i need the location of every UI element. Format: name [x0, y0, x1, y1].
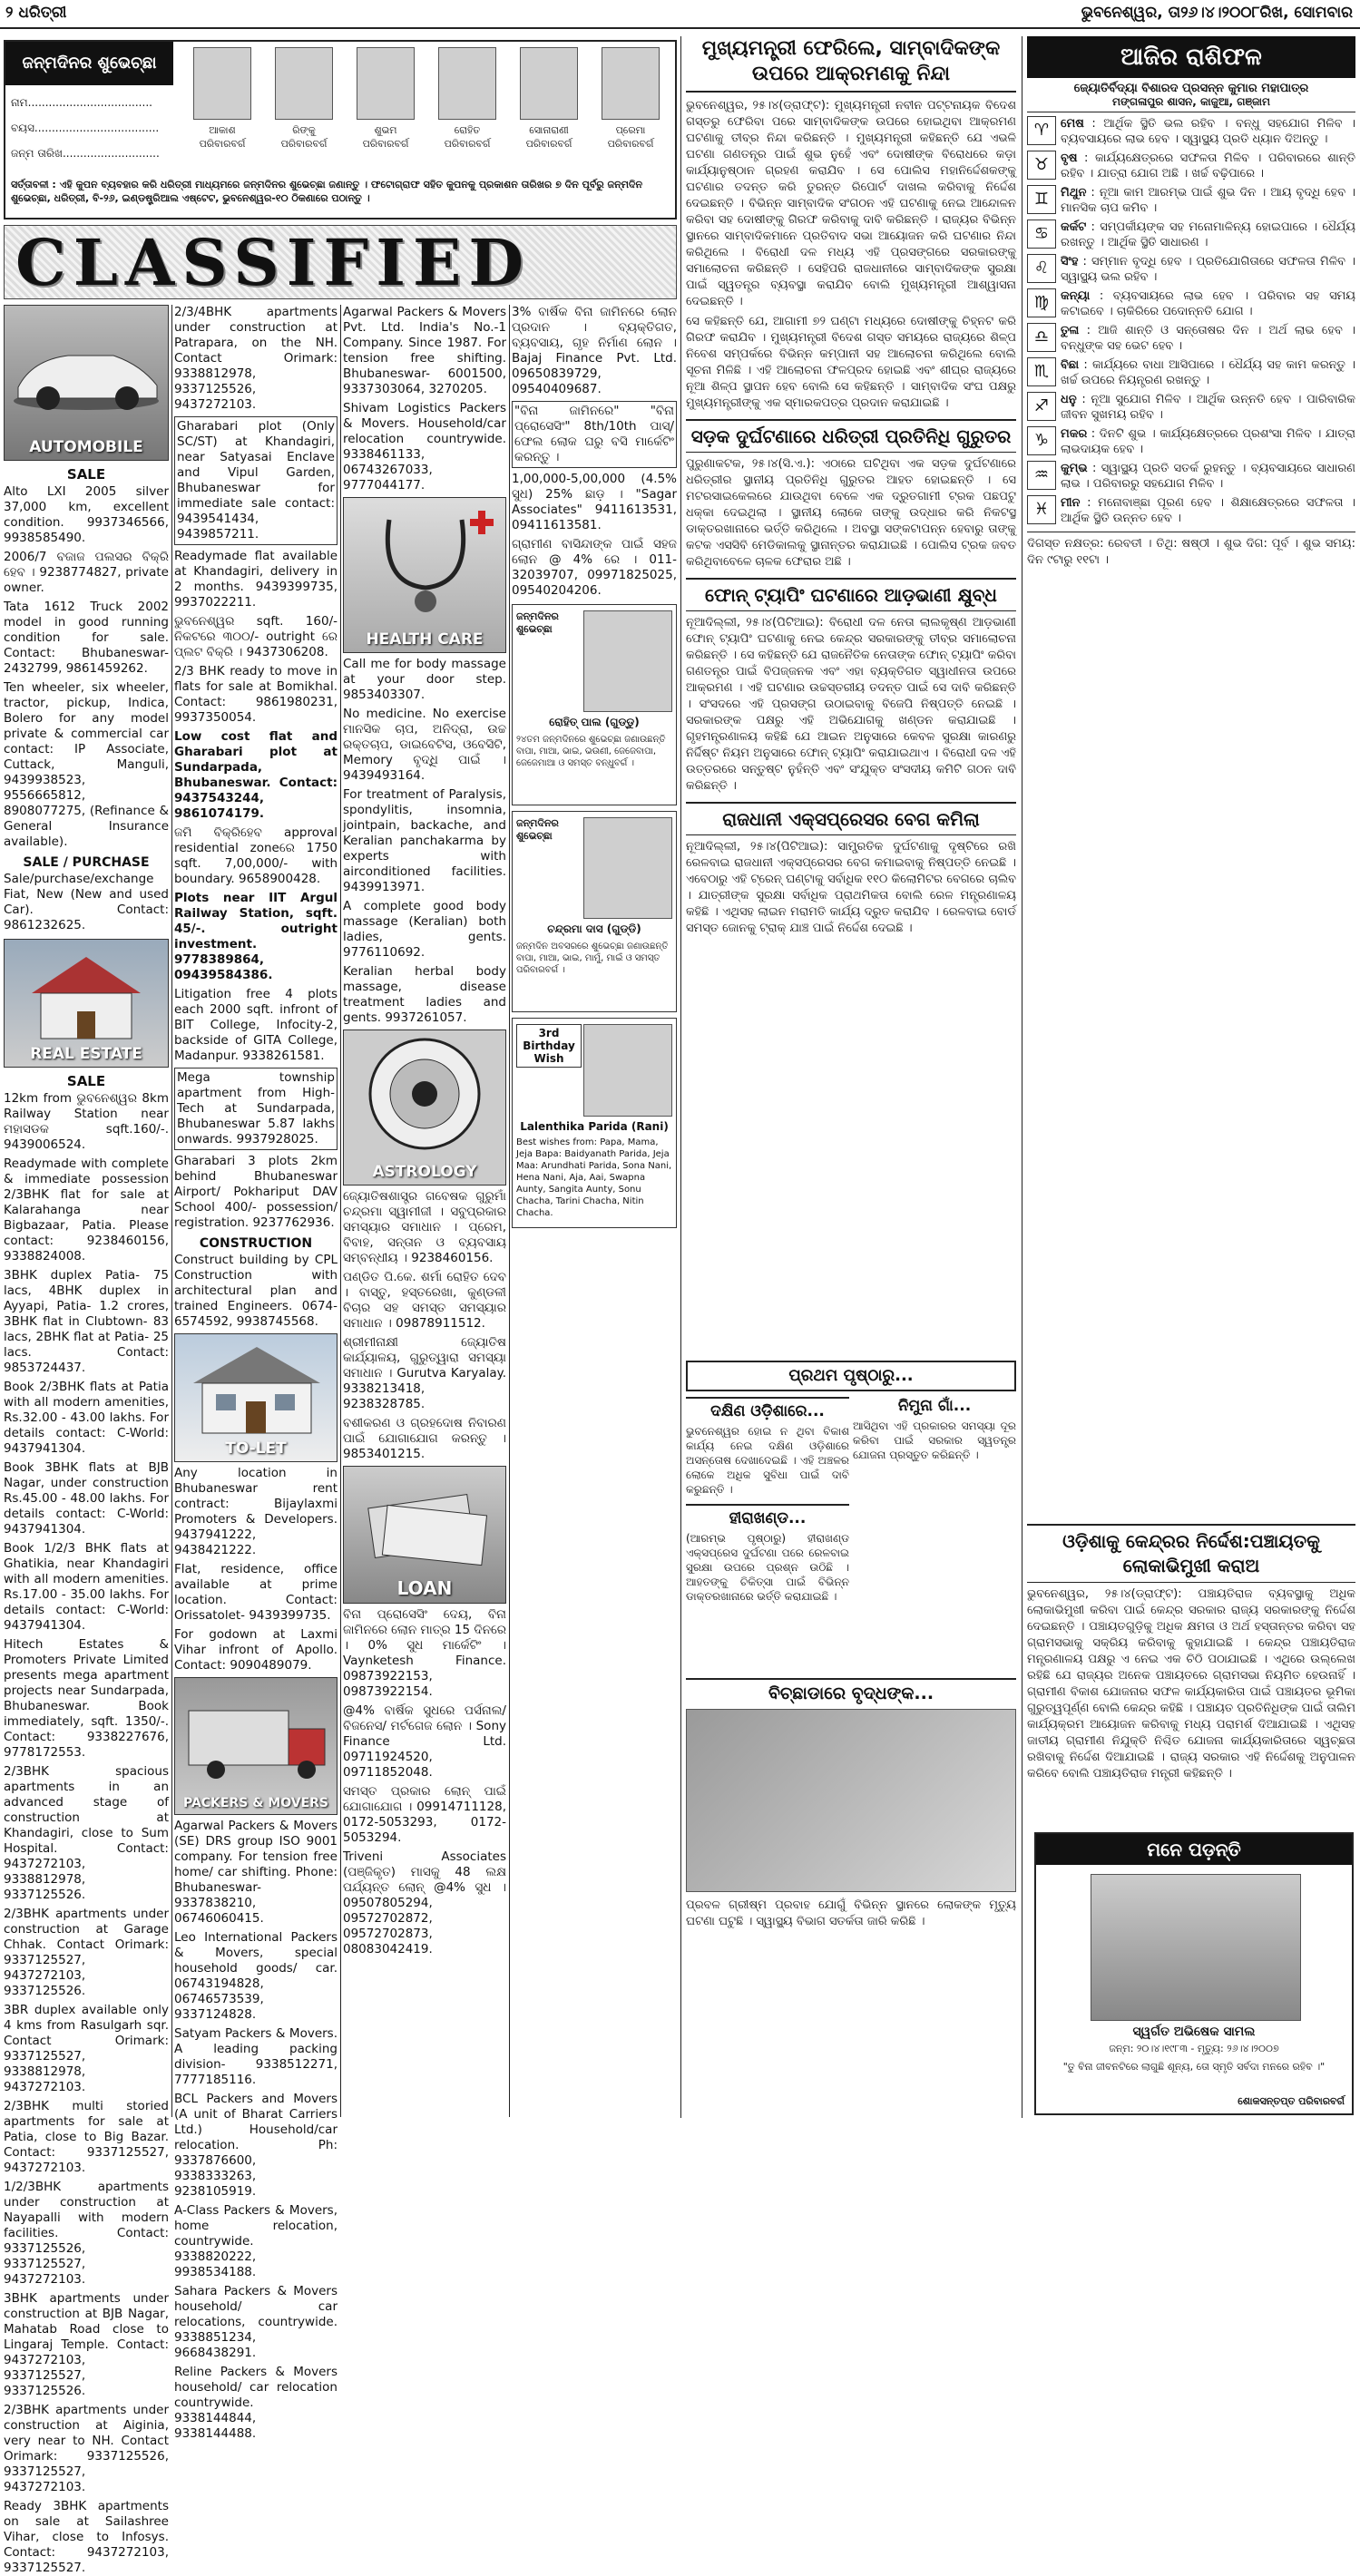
birthday-coupon — [4, 40, 677, 220]
classified-col-2 — [174, 305, 338, 2441]
ad-item: Flat, residence, office available at prime location. Contact: Orissatolet- 9439399735. — [174, 1562, 338, 1623]
news-headline-advani: ଫୋନ୍ ଟ୍ୟାପିଂ ଘଟଣାରେ ଆଡ଼ଭାଣୀ କ୍ଷୁବ୍ଧ — [686, 578, 1016, 611]
loan-label: LOAN — [396, 1577, 453, 1599]
healthcare-label: HEALTH CARE — [366, 630, 484, 649]
news-body-heat: ପ୍ରବଳ ଗ୍ରୀଷ୍ମ ପ୍ରବାହ ଯୋଗୁଁ ବିଭିନ୍ନ ସ୍ଥାନରେ ଲୋକଙ୍କ ମୃତ୍ୟୁ ଘଟଣା ଘଟୁଛି । ସ୍ୱାସ୍ଥ୍ୟ ବିଭାଗ ସତର୍କତା ଜାରି କରିଛି । — [686, 1898, 1016, 1928]
news-south-odisha — [686, 1397, 849, 1669]
bday-photo — [583, 817, 672, 919]
rashifala-address: ମଙ୍ଗଳାପୁର ଶାସନ, କାଜୁଆ, ଗଞ୍ଜାମ — [1027, 95, 1355, 112]
rashifala-byline: ଜ୍ୟୋତିର୍ବିଦ୍ୟା ବିଶାରଦ ପ୍ରସନ୍ନ କୁମାର ମହାପାତ୍ର — [1073, 82, 1309, 95]
front-page-strip: ପ୍ରଥମ ପୃଷ୍ଠାରୁ... — [686, 1361, 1016, 1391]
birthday-wish-card — [512, 1018, 677, 1228]
rashi-item: ♈ ମେଷ : ଆର୍ଥିକ ସ୍ଥିତି ଭଲ ରହିବ । ବନ୍ଧୁ ସହଯୋଗ ମିଳିବ । ବ୍ୟବସାୟରେ ଲାଭ ହେବ । ସ୍ୱାସ୍ଥ୍ୟ ପ୍ରତି ଧ୍ୟାନ ଦିଅନ୍ତୁ । — [1027, 116, 1355, 147]
ad-item: No medicine. No exercise ମାନସିକ ଚାପ, ଅନିଦ୍ରା, ଉଚ୍ଚ ରକ୍ତଚାପ, ଡାଇବେଟିସ, ଓବେସିଟି, Memory ବୃଦ୍ଧି ପାଇଁ । 9439493164. — [343, 707, 506, 783]
ad-item: Ready 3BHK apartments on sale at Sailashree Vihar, close to Infosys. Contact: 9437272103, 9337125527. — [4, 2499, 169, 2575]
virgo-icon: ♍ — [1027, 288, 1056, 317]
ad-item: 12km from ଭୁବନେଶ୍ୱର 8km Railway Station near ମହାସଡକ sqft.160/-. 9439006524. — [4, 1091, 169, 1152]
panchayat-story — [1027, 1524, 1355, 1823]
ad-item: 3% ବାର୍ଷିକ ବିନା ଜାମିନରେ ଲୋନ ପ୍ରଦାନ । ବ୍ୟକ୍ତିଗତ, ବ୍ୟବସାୟ, ଗୃହ ନିର୍ମାଣ ଲୋନ । Bajaj Finance Pvt. Ltd. 09650839729, 09540409687. — [512, 305, 677, 396]
ad-item: 2/3 BHK ready to move in flats for sale at Bomikhal. Contact: 9861980231, 9937350054. — [174, 664, 338, 725]
ad-item: Tata 1612 Truck 2002 model in good running condition for sale. Contact: Bhubaneswar-2432799, 9861459262. — [4, 600, 169, 676]
pisces-icon: ♓ — [1027, 495, 1056, 524]
kid-name: ପ୍ରେମା — [615, 124, 646, 136]
ad-item: Book 2/3BHK flats at Patia with all modern amenities, Rs.32.00 - 43.00 lakhs. For details contact: C-World: 9437941304. — [4, 1380, 169, 1456]
kid-photo — [602, 47, 660, 120]
astrology-label: ASTROLOGY — [372, 1163, 477, 1181]
rashi-item: ♐ ଧନୁ : ନୂଆ ସୁଯୋଗ ମିଳିବ । ଆର୍ଥିକ ଉନ୍ନତି ହେବ । ପାରିବାରିକ ଜୀବନ ସୁଖମୟ ରହିବ । — [1027, 392, 1355, 423]
ad-item: 2/3BHK multi storied apartments for sale at Patia, close to Big Bazar. Contact: 9337125527, 9437272103. — [4, 2099, 169, 2175]
ad-item: 2/3BHK apartments under construction at Aiginia, very near to NH. Contact Orimark: 9337125526, 9337125527, 9437272103. — [4, 2403, 169, 2494]
birthday-wish-card — [512, 604, 677, 805]
bday-message: ଜନ୍ମଦିନ ଅବସରରେ ଶୁଭେଚ୍ଛା ଜଣାଉଛନ୍ତି ବାପା, ମାଆ, ଭାଇ, ମାମୁଁ, ମାଇଁ ଓ ସମସ୍ତ ପରିବାରବର୍ଗ । — [516, 942, 669, 975]
packers-banner — [174, 1677, 338, 1815]
ad-item: ବିନା ପ୍ରୋସେସିଂ ଦେୟ, ବିନା ଜାମିନରେ ଲୋନ ମାତ୍ର 15 ଦିନରେ । 0% ସୁଧ ମାର୍କେଟିଂ । Vaynketesh Finance. 09873922153, 09873922154. — [343, 1607, 506, 1699]
rashi-item: ♎ ତୁଳା : ଆଜି ଶାନ୍ତି ଓ ସନ୍ତୋଷର ଦିନ । ଅର୍ଥ ଲାଭ ହେବ । ବନ୍ଧୁଙ୍କ ସହ ଭେଟ ହେବ । — [1027, 323, 1355, 354]
ad-item: Alto LXI 2005 silver 37,000 km, excellent condition. 9937346566, 9938585490. — [4, 484, 169, 545]
zodiac-wheel-illustration — [344, 1032, 505, 1159]
ad-item: A-Class Packers & Movers, home relocation, countrywide. 9338820222, 9938534188. — [174, 2203, 338, 2279]
ad-item: For godown at Laxmi Vihar infront of Apollo. Contact: 9090489079. — [174, 1627, 338, 1673]
coupon-field-age: ବୟସ.................................... — [11, 122, 160, 134]
in-memoriam-name: ସ୍ୱର୍ଗତ ଅଭିଷେକ ସାମଲ — [1132, 2025, 1256, 2039]
bday-message: Best wishes from: Papa, Mama, Jeja Bapa: Baidyanath Parida, Jeja Maa: Arundhati Parida, Sona Nani, Hena Nani, Aja, Aai, Swapna Aunty, Sangita Aunty, Sonu Chacha, Tarini Chacha, Nitin Chacha. — [516, 1137, 672, 1218]
ad-item: Call me for body massage at your door step. 9853403307. — [343, 657, 506, 702]
kid-card — [264, 45, 344, 181]
ad-item: Ten wheeler, six wheeler, tractor, pickup, Indica, Bolero for any model private & commercial car contact: IP Associate, Cuttack, Manguli, 9439938523, 9556665812, 8908077275, (Refinance & General Insurance available). — [4, 680, 169, 849]
ad-item: Readymade with complete & immediate possession 2/3BHK flat for sale at Kalarahanga near Bigbazaar, Patia. Please contact: 9238460156, 9338824008. — [4, 1156, 169, 1264]
rashi-name: ମୀନ — [1061, 496, 1081, 510]
rashi-text: କାର୍ଯ୍ୟକ୍ଷେତ୍ରରେ ସଫଳତା ମିଳିବ । ପରିବାରରେ ଶାନ୍ତି ରହିବ । ଯାତ୍ରା ଯୋଗ ଅଛି । ଖର୍ଚ୍ଚ ବଢ଼ିପାରେ । — [1061, 151, 1355, 181]
kid-sub: ପରିବାରବର୍ଗ — [362, 138, 409, 150]
ad-item: Gharabari plot (Only SC/ST) at Khandagiri, near Satyasai Enclave and Vipul Garden, Bhubaneswar for immediate sale contact: 9439541434, 9439857211. — [174, 416, 338, 545]
ad-item: 2/3/4BHK apartments under construction at Patrapara, on the NH. Contact Orimark: 9338812978, 9337125526, 9437272103. — [174, 305, 338, 412]
kid-photo — [438, 47, 496, 120]
rashi-text: ସମ୍ପର୍କୀୟଙ୍କ ସହ ମନୋମାଳିନ୍ୟ ହୋଇପାରେ । ଧୈର୍ଯ୍ୟ ରଖନ୍ତୁ । ଆର୍ଥିକ ସ୍ଥିତି ସାଧାରଣ । — [1061, 220, 1355, 249]
in-memoriam-dates: ଜନ୍ମ: ୨୦।୪।୧୯୮୩ - ମୃତ୍ୟୁ: ୨୬।୪।୨୦୦୭ — [1109, 2043, 1279, 2054]
header-rule — [0, 27, 1360, 29]
kid-name: ସୋନାରାଣୀ — [529, 124, 569, 136]
bday-card-title: ଜନ୍ମଦିନର ଶୁଭେଚ୍ଛା — [516, 610, 559, 635]
tolet-banner — [174, 1333, 338, 1462]
astrology-banner — [343, 1029, 506, 1186]
birthday-wish-card — [512, 811, 677, 1012]
capricorn-icon: ♑ — [1027, 426, 1056, 455]
real-estate-banner — [4, 939, 169, 1068]
house-illustration — [5, 943, 168, 1043]
rashi-item: ♓ ମୀନ : ମନୋବାଞ୍ଛା ପୂରଣ ହେବ । ଶିକ୍ଷାକ୍ଷେତ୍ରରେ ସଫଳତା । ଆର୍ଥିକ ସ୍ଥିତି ଉନ୍ନତ ହେବ । — [1027, 495, 1355, 526]
bday-card-title: ଜନ୍ମଦିନର ଶୁଭେଚ୍ଛା — [516, 817, 559, 842]
classified-col-4 — [512, 305, 677, 1502]
ad-item: ବଶୀକରଣ ଓ ଗ୍ରହଦୋଷ ନିବାରଣ ପାଇଁ ଯୋଗାଯୋଗ କରନ୍ତୁ । 9853401215. — [343, 1416, 506, 1461]
news-photo-heat — [686, 1709, 1016, 1892]
libra-icon: ♎ — [1027, 323, 1056, 352]
ad-item: 3BR duplex available only 4 kms from Rasulgarh sqr. Contact Orimark: 9337125527, 9338812978, 9437272103. — [4, 2003, 169, 2094]
news-body-hirakhand: (ଆରମ୍ଭ ପୃଷ୍ଠାରୁ) ହୀରାଖଣ୍ଡ ଏକ୍ସପ୍ରେସ ଦୁର୍ଘଟଣା ପରେ ରେଳବାଇ ସୁରକ୍ଷା ଉପରେ ପ୍ରଶ୍ନ ଉଠିଛି । ଆହତଙ୍କୁ ଚିକିତ୍ସା ପାଇଁ ବିଭିନ୍ନ ଡାକ୍ତରଖାନାରେ ଭର୍ତ୍ତି କରାଯାଇଛି । — [686, 1532, 849, 1603]
rashi-text: ବ୍ୟବସାୟରେ ଲାଭ ହେବ । ପରିବାର ସହ ସମୟ କଟାଇବେ । ଚାକିରିରେ ପଦୋନ୍ନତି ଯୋଗ । — [1061, 289, 1355, 318]
ad-item: 1/2/3BHK apartments under construction at Nayapalli with modern facilities. Contact: 9337125526, 9337125527, 9437272103. — [4, 2180, 169, 2287]
news-body-cm: ଭୁବନେଶ୍ୱର, ୨୫।୪(ଡ୍ରାଫ୍ଟ): ମୁଖ୍ୟମନ୍ତ୍ରୀ ନବୀନ ପଟ୍ଟନାୟକ ବିଦେଶ ଗସ୍ତରୁ ଫେରିବା ପରେ ସାମ୍ବାଦିକଙ୍କ ଉପରେ ହୋଇଥିବା ଆକ୍ରମଣ ଘଟଣାକୁ ତୀବ୍ର ନିନ୍ଦା କରିଛନ୍ତି । ମୁଖ୍ୟମନ୍ତ୍ରୀ କହିଛନ୍ତି ଯେ ଏଭଳି ଘଟଣା ଗଣତନ୍ତ୍ର ପାଇଁ ଶୁଭ ନୁହେଁ ଏବଂ ଦୋଷୀଙ୍କ ବିରୋଧରେ କଡ଼ା କାର୍ଯ୍ୟାନୁଷ୍ଠାନ ଗ୍ରହଣ କରାଯିବ । ସେ ପୋଲିସ ମହାନିର୍ଦ୍ଦେଶକଙ୍କୁ ଘଟଣାର ତଦନ୍ତ କରି ତୁରନ୍ତ ରିପୋର୍ଟ ଦାଖଲ କରିବାକୁ ନିର୍ଦ୍ଦେଶ ଦେଇଛନ୍ତି । ବିଭିନ୍ନ ସାମ୍ବାଦିକ ସଂଗଠନ ଏହି ଘଟଣାକୁ ନେଇ ଆନ୍ଦୋଳନ କରିବା ସହ ଦୋଷୀଙ୍କୁ ଗିରଫ କରିବାକୁ ଦାବି କରିଛନ୍ତି । ରାଜ୍ୟର ବିଭିନ୍ନ ସ୍ଥାନରେ ସାମ୍ବାଦିକମାନେ ପ୍ରତିବାଦ ସଭା ଆୟୋଜନ କରି ଘଟଣାର ନିନ୍ଦା କରିଥିଲେ । ବିରୋଧୀ ଦଳ ମଧ୍ୟ ଏହି ପ୍ରସଙ୍ଗରେ ସରକାରଙ୍କୁ ସମାଲୋଚନା କରିଛନ୍ତି । ସେହିପରି ରାଜଧାନୀରେ ସାମ୍ବାଦିକଙ୍କ ସୁରକ୍ଷା ପାଇଁ ସ୍ୱତନ୍ତ୍ର ବ୍ୟବସ୍ଥା କରାଯିବ ବୋଲି ମୁଖ୍ୟମନ୍ତ୍ରୀ ଆଶ୍ୱାସନା ଦେଇଛନ୍ତି । — [686, 99, 1016, 308]
building-illustration — [175, 1338, 337, 1438]
rashi-name: ମେଷ — [1061, 117, 1084, 131]
coupon-title: ଜନ୍ମଦିନର ଶୁଭେଚ୍ଛା — [5, 42, 173, 85]
page-label: ୨ ଧରିତ୍ରୀ — [5, 4, 67, 22]
sale2-heading: SALE — [66, 1073, 106, 1089]
rashi-name: ବୃଷ — [1061, 151, 1078, 165]
rashi-name: କୁମ୍ଭ — [1061, 462, 1088, 475]
kid-card — [182, 45, 262, 181]
ad-item: ଜମି ବିକ୍ରିହେବ approval residential zoneରେ 1750 sqft. 7,00,000/- with boundary. 9658900428. — [174, 825, 338, 886]
rashi-name: କର୍କଟ — [1061, 220, 1087, 234]
loan-banner — [343, 1466, 506, 1604]
ad-item: Shivam Logistics Packers & Movers. Household/car relocation countrywide. 9338461133, 06743267033, 9777044177. — [343, 401, 506, 493]
aries-icon: ♈ — [1027, 116, 1056, 145]
coupon-field-name: ନାମ.................................... — [11, 96, 152, 109]
cancer-icon: ♋ — [1027, 220, 1056, 249]
ad-item: Plots near IIT Argul Railway Station, sqft. 45/-. outright investment. 9778389864, 09439584386. — [174, 891, 338, 982]
bday-photo — [583, 1024, 672, 1117]
sale-purchase-heading: SALE / PURCHASE — [23, 855, 150, 870]
ad-item: For treatment of Paralysis, spondylitis, insomnia, jointpain, backache, and Keralian panchakarma by experts with airconditioned facilities. 9439913971. — [343, 787, 506, 894]
ad-item: 2006/7 ବଜାଜ ପଲସର ବିକ୍ରି ହେବ । 9238774827, private owner. — [4, 550, 169, 595]
ad-item: BCL Packers and Movers (A unit of Bharat Carriers Ltd.) Household/car relocation. Ph: 9337876600, 9338333263, 9238105919. — [174, 2092, 338, 2199]
rashi-name: ବିଛା — [1061, 358, 1080, 372]
kid-sub: ପରିବାରବର୍ଗ — [199, 138, 246, 150]
rashi-item: ♉ ବୃଷ : କାର୍ଯ୍ୟକ୍ଷେତ୍ରରେ ସଫଳତା ମିଳିବ । ପରିବାରରେ ଶାନ୍ତି ରହିବ । ଯାତ୍ରା ଯୋଗ ଅଛି । ଖର୍ଚ୍ଚ ବଢ଼ିପାରେ । — [1027, 151, 1355, 181]
stethoscope-illustration — [344, 502, 505, 620]
kid-card — [509, 45, 589, 181]
classified-title: CLASSIFIED — [15, 225, 532, 300]
rashi-text: ଆଜି ଶାନ୍ତି ଓ ସନ୍ତୋଷର ଦିନ । ଅର୍ଥ ଲାଭ ହେବ । ବନ୍ଧୁଙ୍କ ସହ ଭେଟ ହେବ । — [1061, 324, 1355, 353]
automobile-label: AUTOMOBILE — [29, 438, 143, 456]
ad-item: Reline Packers & Movers household/ car relocation countrywide. 9338144844, 9338144488. — [174, 2365, 338, 2441]
ad-item: A complete good body massage (Keralian) both ladies, gents. 9776110692. — [343, 899, 506, 960]
classified-banner — [4, 225, 677, 299]
heatwave-story — [686, 1678, 1016, 2113]
kid-sub: ପରିବାରବର୍ଗ — [280, 138, 328, 150]
tolet-label: TO-LET — [225, 1439, 287, 1458]
rashi-name: ଧନୁ — [1061, 393, 1077, 406]
bday-name: Lalenthika Parida (Rani) — [520, 1120, 669, 1133]
ad-item: Book 3BHK flats at BJB Nagar, under construction Rs.45.00 - 48.00 lakhs. For details contact: C-World: 9437941304. — [4, 1460, 169, 1537]
kid-photo — [275, 47, 333, 120]
news-headline-south: ଦକ୍ଷିଣ ଓଡ଼ିଶାରେ... — [686, 1397, 849, 1420]
ad-item: Sale/purchase/exchange Fiat, New (New and used Car). Contact: 9861232625. — [4, 872, 169, 932]
rashi-text: ଦିନଟି ଶୁଭ । କାର୍ଯ୍ୟକ୍ଷେତ୍ରରେ ପ୍ରଶଂସା ମିଳିବ । ଯାତ୍ରା ଲାଭଦାୟକ ହେବ । — [1061, 427, 1355, 456]
rashi-item: ♒ କୁମ୍ଭ : ସ୍ୱାସ୍ଥ୍ୟ ପ୍ରତି ସତର୍କ ରୁହନ୍ତୁ । ବ୍ୟବସାୟରେ ସାଧାରଣ ଲାଭ । ପରିବାରରୁ ସହଯୋଗ ମିଳିବ । — [1027, 461, 1355, 492]
rashi-item: ♍ କନ୍ୟା : ବ୍ୟବସାୟରେ ଲାଭ ହେବ । ପରିବାର ସହ ସମୟ କଟାଇବେ । ଚାକିରିରେ ପଦୋନ୍ନତି ଯୋଗ । — [1027, 288, 1355, 319]
ad-item: 3BHK apartments under construction at BJB Nagar, Mahatab Road close to Lingaraj Temple. Contact: 9437272103, 9337125527, 9337125526. — [4, 2291, 169, 2398]
rashi-name: ତୁଳା — [1061, 324, 1080, 337]
leo-icon: ♌ — [1027, 254, 1056, 283]
news-headline-hirakhand: ହୀରାଖଣ୍ଡ... — [686, 1504, 849, 1527]
kids-strip — [182, 45, 672, 181]
ad-item: Mega township apartment from High-Tech at Sundarpada, Bhubaneswar 5.87 lakhs onwards. 9937928025. — [174, 1068, 338, 1150]
rashi-text: ସ୍ୱାସ୍ଥ୍ୟ ପ୍ରତି ସତର୍କ ରୁହନ୍ତୁ । ବ୍ୟବସାୟରେ ସାଧାରଣ ଲାଭ । ପରିବାରରୁ ସହଯୋଗ ମିଳିବ । — [1061, 462, 1355, 491]
packers-label: PACKERS & MOVERS — [182, 1796, 329, 1810]
scorpio-icon: ♏ — [1027, 357, 1056, 386]
kid-card — [427, 45, 507, 181]
rashi-item: ♊ ମିଥୁନ : ନୂଆ କାମ ଆରମ୍ଭ ପାଇଁ ଶୁଭ ଦିନ । ଆୟ ବୃଦ୍ଧି ହେବ । ମାନସିକ ଚାପ କମିବ । — [1027, 185, 1355, 216]
ad-item: ପଣ୍ଡିତ ପି.କେ. ଶର୍ମା ରୋହିତ ଦେବ । ବାସ୍ତୁ, ହସ୍ତରେଖା, କୁଣ୍ଡଳୀ ବିଚାର ସହ ସମସ୍ତ ସମସ୍ୟାର ସମାଧାନ । 09878911512. — [343, 1270, 506, 1331]
news-headline-accident: ସଡ଼କ ଦୁର୍ଘଟଣାରେ ଧରିତ୍ରୀ ପ୍ରତିନିଧି ଗୁରୁତର — [686, 419, 1016, 453]
continuation-area — [853, 1397, 1016, 1578]
in-memoriam-box — [1034, 1832, 1354, 2115]
ad-item: Sahara Packers & Movers household/ car relocations, countrywide. 9338851234, 9668438291. — [174, 2284, 338, 2360]
coupon-notice: ସର୍ତ୍ତାବଳୀ : ଏହି କୁପନ ବ୍ୟବହାର କରି ଧରିତ୍ରୀ ମାଧ୍ୟମରେ ଜନ୍ମଦିନର ଶୁଭେଚ୍ଛା ଜଣାନ୍ତୁ । ଫଟୋଗ୍ରାଫ ସହିତ କୁପନକୁ ପ୍ରକାଶନ ତାରିଖର ୭ ଦିନ ପୂର୍ବରୁ ଜନ୍ମଦିନ ଶୁଭେଚ୍ଛା, ଧରିତ୍ରୀ, ବି-୨୬, ଇଣ୍ଡଷ୍ଟ୍ରିଆଲ ଏଷ୍ଟେଟ, ଭୁବନେଶ୍ୱର-୧୦ ଠିକଣାରେ ପଠାନ୍ତୁ । — [11, 179, 643, 204]
bday-name: ରୋହିତ୍ ପାଲ (ଗୁଡ୍ଡୁ) — [549, 716, 640, 728]
news-body-advani: ନୂଆଦିଲ୍ଲୀ, ୨୫।୪(ପିଟିଆଇ): ବିରୋଧୀ ଦଳ ନେତା ଲାଲକୃଷ୍ଣ ଆଡ଼ଭାଣୀ ଫୋନ୍ ଟ୍ୟାପିଂ ଘଟଣାକୁ ନେଇ କେନ୍ଦ୍ର ସରକାରଙ୍କୁ ତୀବ୍ର ସମାଲୋଚନା କରିଛନ୍ତି । ସେ କହିଛନ୍ତି ଯେ ରାଜନୈତିକ ନେତାଙ୍କ ଫୋନ୍ ଟ୍ୟାପିଂ କରିବା ଗଣତନ୍ତ୍ର ପାଇଁ ବିପଜ୍ଜନକ ଏବଂ ଏହା ବ୍ୟକ୍ତିଗତ ସ୍ୱାଧୀନତା ଉପରେ ଆକ୍ରମଣ । ଏହି ଘଟଣାର ଉଚ୍ଚସ୍ତରୀୟ ତଦନ୍ତ ପାଇଁ ସେ ଦାବି କରିଛନ୍ତି । ସଂସଦରେ ଏହି ପ୍ରସଙ୍ଗ ଉଠାଇବାକୁ ବିଜେପି ନିଷ୍ପତ୍ତି ନେଇଛି । ସରକାରଙ୍କ ପକ୍ଷରୁ ଏହି ଅଭିଯୋଗକୁ ଖଣ୍ଡନ କରାଯାଇଛି । ଗୃହମନ୍ତ୍ରଣାଳୟ କହିଛି ଯେ ଆଇନ ଅନୁସାରେ କେବଳ ସୁରକ୍ଷା କାରଣରୁ ନିର୍ଦ୍ଦିଷ୍ଟ ନିୟମ ଅନୁସାରେ ଫୋନ୍ ଟ୍ୟାପିଂ କରାଯାଇଥାଏ । ବିରୋଧୀ ଦଳ ଏହି ଉତ୍ତରରେ ସନ୍ତୁଷ୍ଟ ନୁହଁନ୍ତି ଏବଂ ସଂଯୁକ୍ତ ସଂସଦୀୟ କମିଟି ଗଠନ ଦାବି କରିଛନ୍ତି । — [686, 616, 1016, 793]
gemini-icon: ♊ — [1027, 185, 1056, 214]
in-memoriam-quote: "ତୁ ବିନା ଜୀବନଟିରେ ଲାଗୁଛି ଶୂନ୍ୟ, ତୋ ସ୍ମୃତି ସର୍ବଦା ମନରେ ରହିବ ।" — [1062, 2061, 1326, 2073]
kid-sub: ପରିବାରବର୍ଗ — [607, 138, 654, 150]
ad-item: ଶ୍ରୀମୀନାକ୍ଷୀ ଜ୍ୟୋତିଷ କାର୍ଯ୍ୟାଳୟ, ଗୁରୁତ୍ୱାରା ସମସ୍ୟା ସମାଧାନ । Gurutva Karyalay. 9338213418, 9238328785. — [343, 1335, 506, 1411]
rashi-item: ♌ ସିଂହ : ସମ୍ମାନ ବୃଦ୍ଧି ହେବ । ପ୍ରତିଯୋଗିତାରେ ସଫଳତା ମିଳିବ । ସ୍ୱାସ୍ଥ୍ୟ ଭଲ ରହିବ । — [1027, 254, 1355, 285]
sagittarius-icon: ♐ — [1027, 392, 1056, 421]
ad-item: Agarwal Packers & Movers (SE) DRS group ISO 9001 company. For tension free home/ car shifting. Phone: Bhubaneswar- 9337838210, 06746060415. — [174, 1819, 338, 1926]
kid-sub: ପରିବାରବର୍ଗ — [525, 138, 572, 150]
rashifala-title: ଆଜିର ରାଶିଫଳ — [1027, 36, 1355, 78]
ad-item: ଜ୍ୟୋତିଷଶାସ୍ତ୍ର ଗବେଷକ ଗୁରୁମାଁ ଚନ୍ଦ୍ରମା ସ୍ୱାମୀଜୀ । ସବୁପ୍ରକାର ସମସ୍ୟାର ସମାଧାନ । ପ୍ରେମ, ବିବାହ, ସନ୍ତାନ ଓ ବ୍ୟବସାୟ ସମ୍ବନ୍ଧୀୟ । 9238460156. — [343, 1189, 506, 1265]
kid-card — [591, 45, 670, 181]
sale-heading: SALE — [66, 466, 106, 483]
dateline: ଭୁବନେଶ୍ୱର, ତା୨୬।୪।୨୦୦୮ରିଖ, ସୋମବାର — [1081, 4, 1353, 22]
healthcare-banner — [343, 497, 506, 653]
rashi-name: କନ୍ୟା — [1061, 289, 1091, 303]
rashi-text: ସମ୍ମାନ ବୃଦ୍ଧି ହେବ । ପ୍ରତିଯୋଗିତାରେ ସଫଳତା ମିଳିବ । ସ୍ୱାସ୍ଥ୍ୟ ଭଲ ରହିବ । — [1061, 255, 1355, 284]
ad-item: Low cost flat and Gharabari plot at Sundarpada, Bhubaneswar. Contact: 9437543244, 9861074179. — [174, 729, 338, 821]
ad-item: Satyam Packers & Movers. A leading packing division- 9338512271, 7777185116. — [174, 2026, 338, 2087]
ad-item: ଗ୍ରାମୀଣ ବାସିନ୍ଦାଙ୍କ ପାଇଁ ସହଜ ଲୋନ @ 4% ରେ । 011-32039707, 09971825025, 09540204206. — [512, 537, 677, 598]
in-memoriam-title: ମନେ ପଡ଼ନ୍ତି — [1036, 1834, 1352, 1865]
news-body-cm-cont: ସେ କହିଛନ୍ତି ଯେ, ଆଗାମୀ ୭୨ ଘଣ୍ଟା ମଧ୍ୟରେ ଦୋଷୀଙ୍କୁ ଚିହ୍ନଟ କରି ଗିରଫ କରାଯିବ । ମୁଖ୍ୟମନ୍ତ୍ରୀ ବିଦେଶ ଗସ୍ତ ସମୟରେ ରାଜ୍ୟରେ ଶିଳ୍ପ ନିବେଶ ସମ୍ପର୍କରେ ବିଭିନ୍ନ କମ୍ପାନୀ ସହ ଆଲୋଚନା କରିଥିଲେ ବୋଲି ସୂଚନା ମିଳିଛି । ଏହି ଆଲୋଚନା ଫଳପ୍ରଦ ହୋଇଛି ଏବଂ ଶୀଘ୍ର ରାଜ୍ୟରେ ନୂଆ ଶିଳ୍ପ ସ୍ଥାପନ ହେବ ବୋଲି ସେ କହିଛନ୍ତି । ସାମ୍ବାଦିକ ସଂଘ ପକ୍ଷରୁ ମୁଖ୍ୟମନ୍ତ୍ରୀଙ୍କୁ ଏକ ସ୍ମାରକପତ୍ର ପ୍ରଦାନ କରାଯାଇଛି । — [686, 315, 1016, 410]
rashi-text: ଆର୍ଥିକ ସ୍ଥିତି ଭଲ ରହିବ । ବନ୍ଧୁ ସହଯୋଗ ମିଳିବ । ବ୍ୟବସାୟରେ ଲାଭ ହେବ । ସ୍ୱାସ୍ଥ୍ୟ ପ୍ରତି ଧ୍ୟାନ ଦିଅନ୍ତୁ । — [1061, 117, 1355, 146]
truck-illustration — [175, 1683, 337, 1792]
rashi-text: ନୂଆ ସୁଯୋଗ ମିଳିବ । ଆର୍ଥିକ ଉନ୍ନତି ହେବ । ପାରିବାରିକ ଜୀବନ ସୁଖମୟ ରହିବ । — [1061, 393, 1356, 422]
ad-item: Litigation free 4 plots each 2000 sqft. infront of BIT College, Infocity-2, backside of GITA College, Madanpur. 9338261581. — [174, 987, 338, 1063]
page-header — [0, 0, 1360, 27]
in-memoriam-family: ଶୋକସନ୍ତପ୍ତ ପରିବାରବର୍ଗ — [1238, 2095, 1345, 2107]
rashi-text: କାର୍ଯ୍ୟରେ ବାଧା ଆସିପାରେ । ଧୈର୍ଯ୍ୟ ସହ କାମ କରନ୍ତୁ । ଖର୍ଚ୍ଚ ଉପରେ ନିୟନ୍ତ୍ରଣ ରଖନ୍ତୁ । — [1061, 358, 1355, 387]
ad-item: Keralian herbal body massage, disease treatment ladies and gents. 9937261057. — [343, 964, 506, 1025]
col-divider — [171, 305, 172, 2117]
construction-heading: CONSTRUCTION — [199, 1236, 313, 1251]
panchayat-headline: ଓଡ଼ିଶାକୁ କେନ୍ଦ୍ରର ନିର୍ଦ୍ଦେଶ:ପଞ୍ଚାୟତକୁ ଲୋକାଭିମୁଖୀ କରାଅ — [1027, 1524, 1355, 1583]
rashi-item: ♋ କର୍କଟ : ସମ୍ପର୍କୀୟଙ୍କ ସହ ମନୋମାଳିନ୍ୟ ହୋଇପାରେ । ଧୈର୍ଯ୍ୟ ରଖନ୍ତୁ । ଆର୍ଥିକ ସ୍ଥିତି ସାଧାରଣ । — [1027, 220, 1355, 250]
ad-item: Book 1/2/3 BHK flats at Ghatikia, near Khandagiri with all modern amenities. Rs.17.00 - 35.00 lakhs. For details contact: C-World: 9437941304. — [4, 1541, 169, 1633]
ad-item: Construct building by CPL Construction with architectural plan and trained Engineers. 0674-6574592, 9938745568. — [174, 1253, 338, 1329]
rashi-text: ମନୋବାଞ୍ଛା ପୂରଣ ହେବ । ଶିକ୍ଷାକ୍ଷେତ୍ରରେ ସଫଳତା । ଆର୍ଥିକ ସ୍ଥିତି ଉନ୍ନତ ହେବ । — [1061, 496, 1355, 525]
bday-photo — [583, 610, 672, 712]
ad-item: ସମସ୍ତ ପ୍ରକାର ଲୋନ୍ ପାଇଁ ଯୋଗାଯୋଗ । 09914711128, 0172-5053293, 0172-5053294. — [343, 1784, 506, 1845]
automobile-banner — [4, 305, 169, 461]
col-divider — [680, 36, 681, 2118]
real-estate-label: REAL ESTATE — [30, 1045, 142, 1063]
kid-card — [346, 45, 426, 181]
news-body-rajdhani: ନୂଆଦିଲ୍ଲୀ, ୨୫।୪(ପିଟିଆଇ): ସାମ୍ପ୍ରତିକ ଦୁର୍ଘଟଣାକୁ ଦୃଷ୍ଟିରେ ରଖି ରେଳବାଇ ରାଜଧାନୀ ଏକ୍ସପ୍ରେସର ବେଗ କମାଇବାକୁ ନିଷ୍ପତ୍ତି ନେଇଛି । ଏବେଠାରୁ ଏହି ଟ୍ରେନ୍ ଘଣ୍ଟାକୁ ସର୍ବାଧିକ ୧୧୦ କିଲୋମିଟର ବେଗରେ ଚାଲିବ । ଯାତ୍ରୀଙ୍କ ସୁରକ୍ଷା ସର୍ବାଧିକ ପ୍ରାଥମିକତା ବୋଲି ରେଳ ମନ୍ତ୍ରଣାଳୟ କହିଛି । ଏଥିସହ ଲାଇନ ମରାମତି କାର୍ଯ୍ୟ ଦ୍ରୁତ କରାଯିବ । ରେଳବାଇ ବୋର୍ଡ ସମସ୍ତ ଜୋନକୁ ଟ୍ରାକ୍ ଯାଞ୍ଚ ପାଇଁ ନିର୍ଦ୍ଦେଶ ଦେଇଛି । — [686, 840, 1016, 935]
col-divider — [509, 305, 510, 2117]
rashi-name: ସିଂହ — [1061, 255, 1079, 268]
kid-photo — [357, 47, 415, 120]
in-memoriam-photo — [1091, 1874, 1301, 2021]
ad-item: 1,00,000-5,00,000 (4.5% ସୁଧ) 25% ଛାଡ଼ । "Sagar Associates" 9411613531, 09411613581. — [512, 472, 677, 532]
col-divider — [340, 305, 341, 2117]
rashifala-section — [1027, 36, 1355, 1506]
news-headline-heat: ବିଚ୍ଛାଡାରେ ବୃଦ୍ଧଙ୍କ... — [686, 1678, 1016, 1703]
ad-item: Any location in Bhubaneswar rent contract: Bijaylaxmi Promoters & Developers. 9437941222, 9438421222. — [174, 1466, 338, 1557]
ad-item: Gharabari 3 plots 2km behind Bhubaneswar Airport/ Pokhariput DAV School 400/- possession/ registration. 9237762936. — [174, 1154, 338, 1230]
rashi-item: ♏ ବିଛା : କାର୍ଯ୍ୟରେ ବାଧା ଆସିପାରେ । ଧୈର୍ଯ୍ୟ ସହ କାମ କରନ୍ତୁ । ଖର୍ଚ୍ଚ ଉପରେ ନିୟନ୍ତ୍ରଣ ରଖନ୍ତୁ । — [1027, 357, 1355, 388]
news-headline-rajdhani: ରାଜଧାନୀ ଏକ୍ସପ୍ରେସର ବେଗ କମିଲା — [686, 802, 1016, 835]
ad-item: "ବିନା ଜାମିନରେ" "ବିନା ପ୍ରୋସେସିଂ" 8th/10th ପାସ୍/ ଫେଲ ଲୋକ ଘରୁ ବସି ମାର୍କେଟିଂ କରନ୍ତୁ । — [512, 401, 677, 468]
ad-item: ଭୁବନେଶ୍ୱର sqft. 160/- ନିକଟରେ ୩୦୦/- outright ରେ ପ୍ଲଟ ବିକ୍ରି । 9437306208. — [174, 614, 338, 659]
ad-item: Agarwal Packers & Movers Pvt. Ltd. India's No.-1 Company. Since 1987. For tension free shifting. Bhubaneswar- 6001500, 9337303064, 3270205. — [343, 305, 506, 396]
kid-name: ଶୁଭମ — [374, 124, 397, 136]
news-body-south: ଭୁବନେଶ୍ୱର ହୋଇ ନ ଥିବା ବିକାଶ କାର୍ଯ୍ୟ ନେଇ ଦକ୍ଷିଣ ଓଡ଼ିଶାରେ ଅସନ୍ତୋଷ ଦେଖାଦେଇଛି । ଏହି ଅଞ୍ଚଳର ଲୋକେ ଅଧିକ ସୁବିଧା ପାଇଁ ଦାବି କରୁଛନ୍ତି । — [686, 1425, 849, 1496]
kid-photo — [193, 47, 251, 120]
rashi-name: ମିଥୁନ — [1061, 186, 1087, 200]
panchayat-body: ଭୁବନେଶ୍ୱର, ୨୫।୪(ଡ୍ରାଫ୍ଟ): ପଞ୍ଚାୟତିରାଜ ବ୍ୟବସ୍ଥାକୁ ଅଧିକ ଲୋକାଭିମୁଖୀ କରିବା ପାଇଁ କେନ୍ଦ୍ର ସରକାର ରାଜ୍ୟ ସରକାରଙ୍କୁ ନିର୍ଦ୍ଦେଶ ଦେଇଛନ୍ତି । ପଞ୍ଚାୟତଗୁଡ଼ିକୁ ଅଧିକ କ୍ଷମତା ଓ ଅର୍ଥ ହସ୍ତାନ୍ତର କରିବା ସହ ଗ୍ରାମସଭାକୁ ସକ୍ରିୟ କରିବାକୁ କୁହାଯାଇଛି । କେନ୍ଦ୍ର ପଞ୍ଚାୟତିରାଜ ମନ୍ତ୍ରଣାଳୟ ପକ୍ଷରୁ ଏ ନେଇ ଏକ ଚିଠି ପଠାଯାଇଛି । ଏଥିରେ ଉଲ୍ଲେଖ ରହିଛି ଯେ ରାଜ୍ୟର ଅନେକ ପଞ୍ଚାୟତରେ ଗ୍ରାମସଭା ନିୟମିତ ହେଉନାହିଁ । ଗ୍ରାମୀଣ ବିକାଶ ଯୋଜନାର ସଫଳ କାର୍ଯ୍ୟକାରିତା ପାଇଁ ପଞ୍ଚାୟତର ଭୂମିକା ଗୁରୁତ୍ୱପୂର୍ଣ୍ଣ ବୋଲି କେନ୍ଦ୍ର କହିଛି । ପଞ୍ଚାୟତ ପ୍ରତିନିଧିଙ୍କ ପାଇଁ ତାଲିମ କାର୍ଯ୍ୟକ୍ରମ ଆୟୋଜନ କରିବାକୁ ମଧ୍ୟ ପରାମର୍ଶ ଦିଆଯାଇଛି । ଏଥିସହ ଜାତୀୟ ଗ୍ରାମୀଣ ନିଯୁକ୍ତି ନିଶ୍ଚିତ ଯୋଜନା କାର୍ଯ୍ୟକାରିତାରେ ସ୍ୱଚ୍ଛତା ରଖିବାକୁ ନିର୍ଦ୍ଦେଶ ଦିଆଯାଇଛି । ରାଜ୍ୟ ସରକାର ଏହି ନିର୍ଦ୍ଦେଶକୁ ଅନୁପାଳନ କରିବେ ବୋଲି ପଞ୍ଚାୟତିରାଜ ମନ୍ତ୍ରୀ କହିଛନ୍ତି । — [1027, 1587, 1355, 1781]
bday-name: ଚନ୍ଦ୍ରମା ଦାସ (ଗୁଡ୍ଡି) — [547, 922, 641, 935]
kid-photo — [520, 47, 578, 120]
rashifala-extra: ଦିଗସ୍ତ ନକ୍ଷତ୍ର: ରେବତୀ । ତିଥି: ଷଷ୍ଠୀ । ଶୁଭ ଦିଗ: ପୂର୍ବ । ଶୁଭ ସମୟ: ଦିନ ୯ଟାରୁ ୧୧ଟା । — [1027, 532, 1355, 569]
aquarius-icon: ♒ — [1027, 461, 1056, 490]
ad-item: Hitech Estates & Promoters Private Limited presents mega apartment projects near Sundarpada, Bhubaneswar. Book immediately, sqft. 1350/-. Contact: 9338227676, 9778172553. — [4, 1637, 169, 1760]
ad-item: Readymade flat available at Khandagiri, delivery in 2 months. 9439399735, 9937022211. — [174, 549, 338, 610]
rashi-name: ମକର — [1061, 427, 1088, 441]
news-body-nimuna: ଆସିଥିବା ଏହି ପ୍ରକାରର ସମସ୍ୟା ଦୂର କରିବା ପାଇଁ ସରକାର ସ୍ୱତନ୍ତ୍ର ଯୋଜନା ପ୍ରସ୍ତୁତ କରିଛନ୍ତି । — [853, 1420, 1016, 1461]
taurus-icon: ♉ — [1027, 151, 1056, 180]
classified-col-1 — [4, 305, 169, 2575]
coupon-field-dob: ଜନ୍ମ ତାରିଖ............................ — [11, 147, 160, 160]
kid-name: ଆକାଶ — [209, 124, 236, 136]
bday-badge: 3rd Birthday Wish — [516, 1024, 582, 1068]
ad-item: Triveni Associates (ପଞ୍ଜିକୃତ) ମାସକୁ 48 ଲକ୍ଷ ପର୍ଯ୍ୟନ୍ତ ଲୋନ୍ @4% ସୁଧ । 09507805294, 09572702872, 09572702873, 08083042419. — [343, 1849, 506, 1956]
money-illustration — [344, 1474, 505, 1574]
kid-name: ରୋହିତ — [454, 124, 481, 136]
news-body-accident: ପୁରୁଣାକଟକ, ୨୫।୪(ସି.ଏ.): ଏଠାରେ ଘଟିଥିବା ଏକ ସଡ଼କ ଦୁର୍ଘଟଣାରେ ଧରିତ୍ରୀର ସ୍ଥାନୀୟ ପ୍ରତିନିଧି ଗୁରୁତର ଆହତ ହୋଇଛନ୍ତି । ସେ ମଟରସାଇକେଲରେ ଯାଉଥିବା ବେଳେ ଏକ ଦ୍ରୁତଗାମୀ ଟ୍ରକ ପଛପଟୁ ଧକ୍କା ଦେଇଥିଲା । ସ୍ଥାନୀୟ ଲୋକେ ତାଙ୍କୁ ଉଦ୍ଧାର କରି ନିକଟସ୍ଥ ଡାକ୍ତରଖାନାରେ ଭର୍ତ୍ତି କରିଥିଲେ । ଅବସ୍ଥା ସଙ୍କଟାପନ୍ନ ହେବାରୁ ତାଙ୍କୁ କଟକ ଏସସିବି ମେଡିକାଲକୁ ସ୍ଥାନାନ୍ତର କରାଯାଇଛି । ପୋଲିସ ଟ୍ରକ ଜବତ କରିଥିବାବେଳେ ଚାଳକ ଫେରାର ଅଛି । — [686, 457, 1016, 569]
rashi-item: ♑ ମକର : ଦିନଟି ଶୁଭ । କାର୍ଯ୍ୟକ୍ଷେତ୍ରରେ ପ୍ରଶଂସା ମିଳିବ । ଯାତ୍ରା ଲାଭଦାୟକ ହେବ । — [1027, 426, 1355, 457]
news-headline-nimuna: ନିମୁନା ଗାଁ... — [897, 1397, 972, 1415]
kid-name: ରିଙ୍କୁ — [292, 124, 316, 136]
news-headline-cm: ମୁଖ୍ୟମନ୍ତ୍ରୀ ଫେରିଲେ, ସାମ୍ବାଦିକଙ୍କ ଉପରେ ଆକ୍ରମଣକୁ ନିନ୍ଦା — [686, 36, 1016, 93]
bday-message: ୨୪ତମ ଜନ୍ମଦିନରେ ଶୁଭେଚ୍ଛା ଜଣାଉଛନ୍ତି ବାପା, ମାଆ, ଭାଇ, ଭଉଣୀ, ଜେଜେବାପା, ଜେଜେମାଆ ଓ ସମସ୍ତ ବନ୍ଧୁବର୍ଗ । — [516, 735, 666, 768]
rashi-text: ନୂଆ କାମ ଆରମ୍ଭ ପାଇଁ ଶୁଭ ଦିନ । ଆୟ ବୃଦ୍ଧି ହେବ । ମାନସିକ ଚାପ କମିବ । — [1061, 186, 1355, 215]
kid-sub: ପରିବାରବର୍ଗ — [444, 138, 491, 150]
ad-item: Leo International Packers & Movers, special household goods/ car. 06743194828, 06746573539, 9337124828. — [174, 1930, 338, 2022]
ad-item: 3BHK duplex Patia- 75 lacs, 4BHK duplex in Ayyapi, Patia- 1.2 crores, 3BHK flat in Clubtown- 83 lacs, 2BHK flat at Patia- 25 lacs. Contact: 9853724437. — [4, 1268, 169, 1375]
classified-col-3 — [343, 305, 506, 2119]
ad-item: @4% ବାର୍ଷିକ ସୁଧରେ ପର୍ସନାଲ/ ବିଜନେସ/ ମର୍ଟଗେଜ ଲୋନ । Sony Finance Ltd. 09711924520, 09711852048. — [343, 1703, 506, 1780]
ad-item: 2/3BHK apartments under construction at Garage Chhak. Contact Orimark: 9337125527, 9437272103, 9337125526. — [4, 1907, 169, 1998]
ad-item: 2/3BHK spacious apartments in an advanced stage of construction at Khandagiri, close to Sum Hospital. Contact: 9437272103, 9338812978, 9337125526. — [4, 1764, 169, 1902]
car-illustration — [5, 315, 168, 424]
